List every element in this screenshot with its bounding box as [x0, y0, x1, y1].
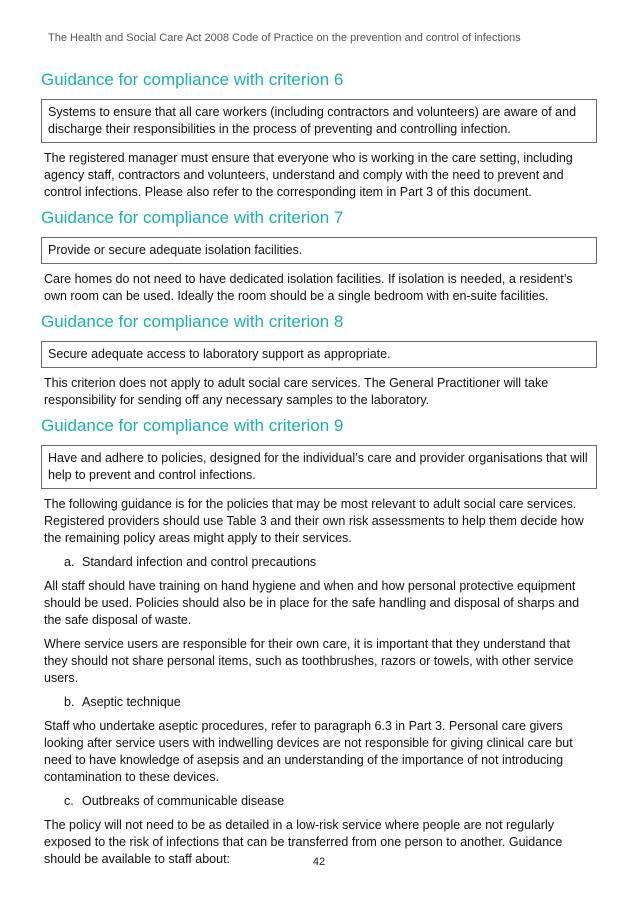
criterion-8-body: This criterion does not apply to adult social care services. The General Practitioner will take responsibility for sending off any necessary samples to the laboratory.	[44, 376, 549, 407]
item-c-paragraph-1: The policy will not need to be as detailed in a low-risk service where people are not regularly exposed to the risk of infections that can be transferred from one person to another. Guidance should be available to staff about:	[44, 818, 563, 866]
criterion-6-box: Systems to ensure that all care workers (including contractors and volunteers) are aware of and discharge their responsibilities in the process of preventing and controlling infection.	[41, 99, 597, 143]
list-marker-c: c.	[64, 794, 74, 808]
criterion-8-box: Secure adequate access to laboratory support as appropriate.	[41, 341, 597, 368]
list-item-c-label: Outbreaks of communicable disease	[82, 794, 285, 808]
heading-criterion-7: Guidance for compliance with criterion 7	[41, 208, 344, 227]
section-criterion-6	[41, 70, 597, 201]
heading-criterion-6: Guidance for compliance with criterion 6	[41, 70, 344, 89]
list-marker-a: a.	[64, 555, 75, 569]
heading-criterion-8: Guidance for compliance with criterion 8	[41, 312, 344, 331]
heading-criterion-9: Guidance for compliance with criterion 9	[41, 416, 344, 435]
criterion-7-box: Provide or secure adequate isolation facilities.	[41, 237, 597, 264]
item-a-paragraph-2: Where service users are responsible for their own care, it is important that they understand that they should not share personal items, such as toothbrushes, razors or towels, with other service users.	[44, 637, 574, 685]
section-criterion-9	[41, 416, 597, 868]
running-header: The Health and Social Care Act 2008 Code of Practice on the prevention and control of infections	[48, 32, 521, 44]
list-marker-b: b.	[64, 695, 75, 709]
section-criterion-8	[41, 312, 597, 409]
list-item-c	[41, 793, 597, 810]
page-content	[41, 70, 597, 868]
list-item-b	[41, 694, 597, 711]
criterion-9-box: Have and adhere to policies, designed for the individual’s care and provider organisations that will help to prevent and control infections.	[41, 445, 597, 489]
section-criterion-7	[41, 208, 597, 305]
item-b-paragraph-1: Staff who undertake aseptic procedures, refer to paragraph 6.3 in Part 3. Personal care givers looking after service users with indwelling devices are not responsible for giving clinical care but need to have knowledge of asepsis and an understanding of the importance of not introducing contamination to these devices.	[44, 719, 573, 784]
list-item-b-label: Aseptic technique	[82, 695, 181, 709]
page-number: 42	[312, 856, 326, 868]
list-item-a	[41, 554, 597, 571]
criterion-6-body: The registered manager must ensure that everyone who is working in the care setting, including agency staff, contractors and volunteers, understand and comply with the need to prevent and control infections. Please also refer to the corresponding item in Part 3 of this document.	[44, 151, 573, 199]
criterion-7-body: Care homes do not need to have dedicated isolation facilities. If isolation is needed, a resident’s own room can be used. Ideally the room should be a single bedroom with en-suite facilities.	[44, 272, 573, 303]
item-a-paragraph-1: All staff should have training on hand hygiene and when and how personal protective equipment should be used. Policies should also be in place for the safe handling and disposal of sharps and the safe disposal of waste.	[44, 579, 580, 627]
list-item-a-label: Standard infection and control precautions	[82, 555, 317, 569]
criterion-9-intro: The following guidance is for the policies that may be most relevant to adult social care services. Registered providers should use Table 3 and their own risk assessments to help them decide how the remaining policy areas might apply to their services.	[44, 497, 584, 545]
